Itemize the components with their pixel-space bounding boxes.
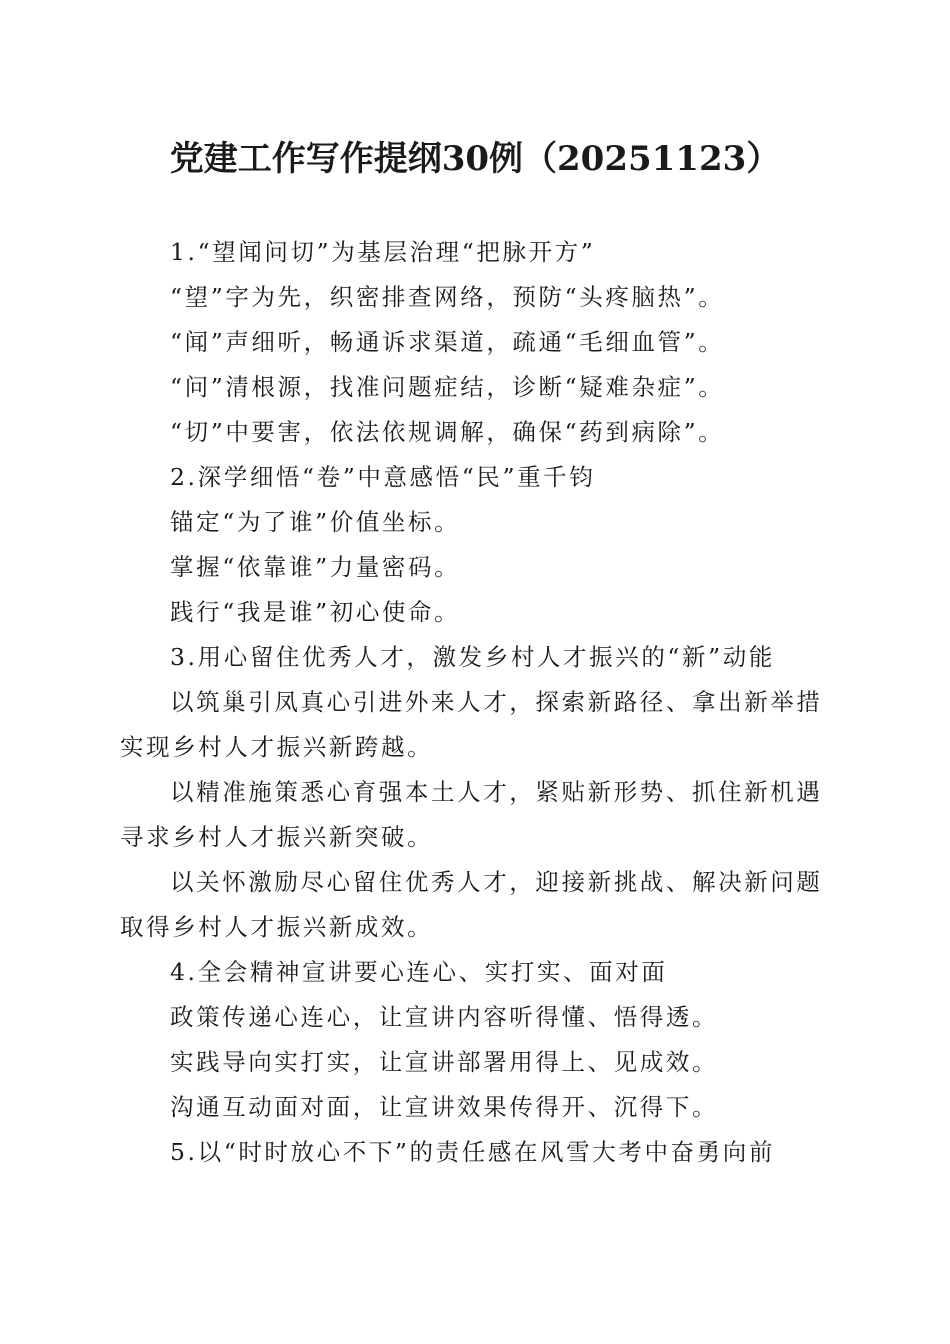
document-title: 党建工作写作提纲30例（20251123） (169, 139, 781, 179)
paragraph: 以筑巢引凤真心引进外来人才，探索新路径、拿出新举措实现乡村人才振兴新跨越。 (120, 688, 823, 761)
section-heading-5: 5.以“时时放心不下”的责任感在风雪大考中奋勇向前 (170, 1138, 775, 1166)
paragraph: 沟通互动面对面，让宣讲效果传得开、沉得下。 (170, 1093, 719, 1121)
paragraph: 锚定“为了谁”价值坐标。 (170, 508, 461, 536)
paragraph: 以精准施策悉心育强本土人才，紧贴新形势、抓住新机遇寻求乡村人才振兴新突破。 (120, 778, 823, 851)
document-body (120, 230, 826, 1175)
paragraph: 以关怀激励尽心留住优秀人才，迎接新挑战、解决新问题取得乡村人才振兴新成效。 (120, 868, 823, 941)
paragraph: “闻”声细听，畅通诉求渠道，疏通“毛细血管”。 (170, 328, 725, 356)
paragraph: 践行“我是谁”初心使命。 (170, 598, 461, 626)
section-heading-3: 3.用心留住优秀人才，激发乡村人才振兴的“新”动能 (170, 643, 775, 671)
section-heading-1: 1.“望闻问切”为基层治理“把脉开方” (170, 238, 596, 266)
paragraph: “切”中要害，依法依规调解，确保“药到病除”。 (170, 418, 725, 446)
section-heading-4: 4.全会精神宣讲要心连心、实打实、面对面 (170, 958, 668, 986)
paragraph: “望”字为先，织密排查网络，预防“头疼脑热”。 (170, 283, 725, 311)
paragraph: “问”清根源，找准问题症结，诊断“疑难杂症”。 (170, 373, 725, 401)
paragraph: 实践导向实打实，让宣讲部署用得上、见成效。 (170, 1048, 719, 1076)
section-heading-2: 2.深学细悟“卷”中意感悟“民”重千钧 (170, 463, 596, 491)
paragraph: 政策传递心连心，让宣讲内容听得懂、悟得透。 (170, 1003, 719, 1031)
paragraph: 掌握“依靠谁”力量密码。 (170, 553, 461, 581)
